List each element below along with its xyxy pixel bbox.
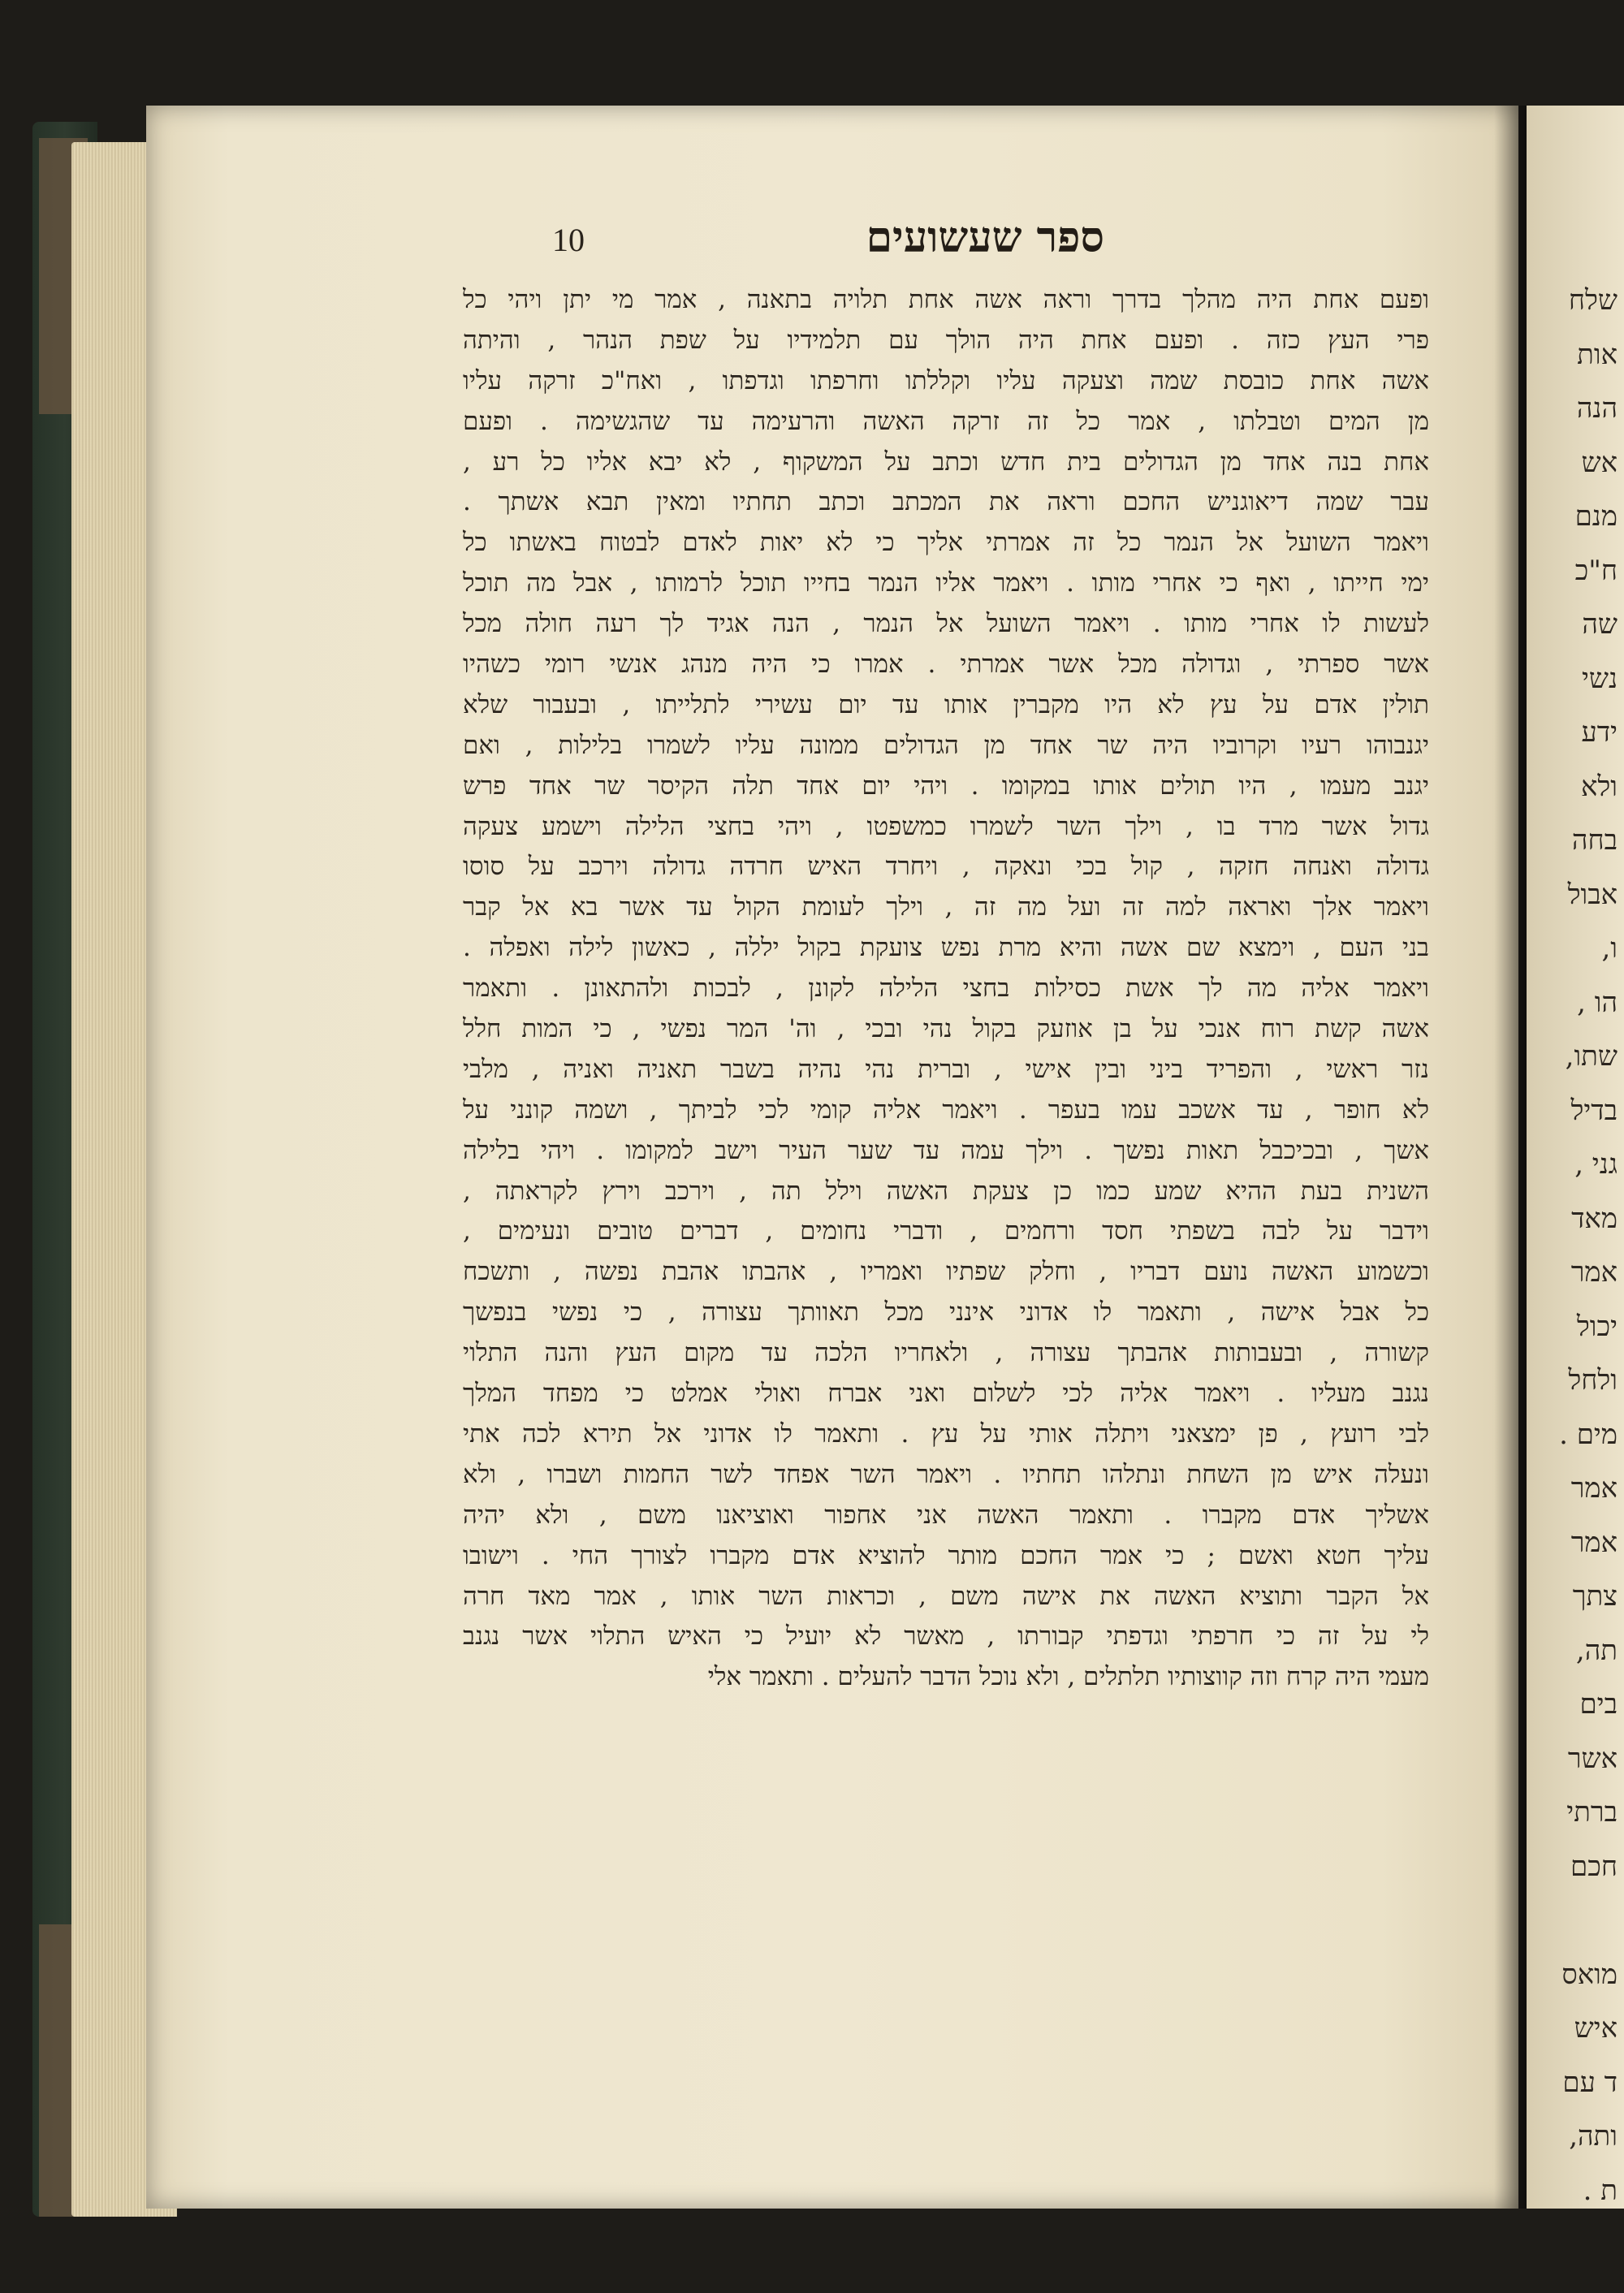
text-line: אשה אחת כובסת שמה וצעקה עליו וקללתו וחרפתו וגדפתו , ואח"כ זרקה עליו bbox=[463, 365, 1429, 395]
text-line: מן המים וטבלתו , אמר כל זה זרקה האשה והרעימה עד שהגשימה . ופעם bbox=[463, 406, 1429, 436]
facing-page-fragment: ו, bbox=[1601, 932, 1618, 965]
text-line: גדולה ואנחה חזקה , קול בכי ונאקה , ויחרד האיש חרדה גדולה וירכב על סוסו bbox=[463, 852, 1429, 882]
facing-page-fragment: שה bbox=[1582, 608, 1618, 641]
text-line: לא חופר , עד אשכב עמו בעפר . ויאמר אליה קומי לכי לביתך , ושמה קונני על bbox=[463, 1095, 1429, 1125]
text-line: בני העם , וימצא שם אשה והיא מרת נפש צועקת בקול יללה , כאשון לילה ואפלה . bbox=[463, 933, 1429, 963]
text-line: ויאמר אליה מה לך אשת כסילות בחצי הלילה לקונן , לבכות ולהתאונן . ותאמר bbox=[463, 974, 1429, 1004]
body-text bbox=[463, 280, 1429, 1698]
text-line: קשורה , ובעבותות אהבתך עצורה , ולאחריו הלכה עד מקום העץ והנה התלוי bbox=[463, 1338, 1429, 1368]
text-line: נזר ראשי , והפריד ביני ובין אישי , וברית נהי נהיה בשבר תאניה ואניה , מלבי bbox=[463, 1054, 1429, 1084]
facing-page-fragment: בחה bbox=[1571, 824, 1618, 857]
text-line: אשך , ובכיכבל תאות נפשך . וילך עמה עד שער העיר וישב למקומו . ויהי בלילה bbox=[463, 1135, 1429, 1165]
text-line: עליך חטא ואשם ; כי אמר החכם מותר להוציא אדם מקברו לצורך החי . וישובו bbox=[463, 1540, 1429, 1570]
text-line: פרי העץ כזה . ופעם אחת היה הולך עם תלמידיו על שפת הנהר , והיתה bbox=[463, 325, 1429, 355]
facing-page-fragment: מים . bbox=[1559, 1418, 1618, 1451]
facing-page-fragment: הו , bbox=[1577, 986, 1618, 1019]
facing-page-fragment: אות bbox=[1577, 338, 1618, 371]
facing-page-fragment: ותה, bbox=[1569, 2120, 1618, 2153]
facing-page-fragment: בדיל bbox=[1570, 1094, 1618, 1127]
text-line: יגנב מעמו , היו תולים אותו במקומו . ויהי יום אחד תלה הקיסר שר אחד פרש bbox=[463, 771, 1429, 801]
facing-page-fragment: בים bbox=[1579, 1688, 1618, 1721]
text-line: תולין אדם על עץ לא היו מקברין אותו עד יום עשירי לתלייתו , ובעבור שלא bbox=[463, 689, 1429, 719]
facing-page-fragment: אמר bbox=[1570, 1472, 1618, 1505]
facing-page-fragment: יכול bbox=[1576, 1310, 1618, 1343]
text-line: גדול אשר מרד בו , וילך השר לשמרו כמשפטו , ויהי בחצי הלילה וישמע צעקה bbox=[463, 811, 1429, 841]
facing-page-fragment: חכם bbox=[1570, 1850, 1618, 1883]
facing-page-fragment: מאד bbox=[1571, 1202, 1618, 1235]
facing-page-fragment: ידע bbox=[1581, 716, 1618, 749]
facing-page-fragment: מואס bbox=[1561, 1958, 1618, 1991]
facing-page-fragment: אמר bbox=[1570, 1526, 1618, 1559]
facing-page-fragment: ת . bbox=[1583, 2174, 1618, 2207]
facing-page bbox=[1527, 106, 1624, 2209]
text-line: לעשות לו אחרי מותו . ויאמר השועל אל הנמר , הנה אגיד לך רעה חולה מכל bbox=[463, 609, 1429, 639]
text-line: אשליך אדם מקברו . ותאמר האשה אני אחפור ואוציאנו משם , ולא יהיה bbox=[463, 1500, 1429, 1530]
book-gutter bbox=[1494, 106, 1527, 2209]
facing-page-fragment: איש bbox=[1574, 2012, 1618, 2045]
facing-page-fragment: שתו, bbox=[1565, 1040, 1618, 1073]
facing-page-fragment: הנה bbox=[1576, 392, 1618, 425]
text-line: אל הקבר ותוציא האשה את אישה משם , וכראות השר אותו , אמר מאד חרה bbox=[463, 1581, 1429, 1611]
text-line: ויאמר השועל אל הנמר כל זה אמרתי אליך כי לא יאות לאדם לבטוח באשתו כל bbox=[463, 528, 1429, 558]
text-line: וכשמוע האשה נועם דבריו , וחלק שפתיו ואמריו , אהבתו אהבת נפשה , ותשכח bbox=[463, 1257, 1429, 1287]
facing-page-fragment: אשר bbox=[1567, 1742, 1618, 1775]
facing-page-fragment: ח"כ bbox=[1574, 554, 1618, 587]
book-title: ספר שעשועים bbox=[866, 213, 1104, 262]
facing-page-fragment: אבול bbox=[1567, 878, 1618, 911]
text-line: מעמי היה קרח וזה קווצותיו תלתלים , ולא נוכל הדבר להעלים . ותאמר אלי bbox=[707, 1662, 1429, 1692]
facing-page-fragment: נשי bbox=[1581, 662, 1618, 695]
text-line: עבר שמה דיאוגניש החכם וראה את המכתב וכתב תחתיו ומאין תבא אשתך . bbox=[463, 487, 1429, 517]
text-line: ויאמר אלך ואראה למה זה ועל מה זה , וילך לעומת הקול עד אשר בא אל קבר bbox=[463, 892, 1429, 922]
text-line: ימי חייתו , ואף כי אחרי מותו . ויאמר אליו הנמר בחייו תוכל לרמותו , אבל מה תוכל bbox=[463, 568, 1429, 598]
page-number: 10 bbox=[552, 222, 585, 258]
facing-page-fragment: אש bbox=[1581, 446, 1618, 479]
text-line: השנית בעת ההיא שמע כמו כן צעקת האשה וילל תה , וירכב וירץ לקראתה , bbox=[463, 1176, 1429, 1206]
text-line: נגנב מעליו . ויאמר אליה לכי לשלום ואני אברח ואולי אמלט כי מפחד המלך bbox=[463, 1379, 1429, 1409]
facing-page-fragment: מנם bbox=[1574, 500, 1618, 533]
text-line: לי על זה כי חרפתי וגדפתי קבורתו , מאשר לא יועיל כי האיש התלוי אשר נגנב bbox=[463, 1622, 1429, 1652]
text-line: וידבר על לבה בשפתי חסד ורחמים , ודברי נחומים , דברים טובים ונעימים , bbox=[463, 1216, 1429, 1246]
facing-page-fragment: שלח bbox=[1568, 284, 1618, 317]
text-line: לבי רועץ , פן ימצאני ויתלה אותי על עץ . ותאמר לו אדוני אל תירא לכה אתי bbox=[463, 1419, 1429, 1449]
facing-page-fragment: ברתי bbox=[1566, 1796, 1618, 1829]
facing-page-fragment: גני , bbox=[1574, 1148, 1618, 1181]
text-line: אשר ספרתי , וגדולה מכל אשר אמרתי . אמרו כי היה מנהג אנשי רומי כשהיו bbox=[463, 650, 1429, 680]
facing-page-fragment: ד עם bbox=[1562, 2066, 1618, 2099]
facing-page-fragment: ולחל bbox=[1568, 1364, 1618, 1397]
text-line: אחת בנה אחד מן הגדולים בית חדש וכתב על המשקוף , לא יבא אליו כל רע , bbox=[463, 447, 1429, 477]
text-line: ונעלה איש מן השחת ונתלהו תחתיו . ויאמר השר אפחד לשר החמות ושברו , ולא bbox=[463, 1459, 1429, 1489]
text-line: יגנבוהו רעיו וקרוביו היה שר אחד מן הגדולים ממונה עליו לשמרו בלילות , ואם bbox=[463, 730, 1429, 760]
text-line: ופעם אחת היה מהלך בדרך וראה אשה אחת תלויה בתאנה , אמר מי יתן ויהי כל bbox=[463, 285, 1429, 314]
text-line: אשה קשת רוח אנכי על בן אוזעק בקול נהי ובכי , וה' המר נפשי , כי המות חלל bbox=[463, 1014, 1429, 1044]
text-line: כל אבל אישה , ותאמר לו אדוני אינני מכל תאוותך עצורה , כי נפשי בנפשך bbox=[463, 1298, 1429, 1328]
facing-page-fragment: ולא bbox=[1580, 770, 1618, 803]
facing-page-fragment: צתך bbox=[1572, 1580, 1618, 1613]
facing-page-fragment: תה, bbox=[1575, 1634, 1618, 1667]
facing-page-fragment: אמר bbox=[1570, 1256, 1618, 1289]
running-head bbox=[422, 213, 1153, 270]
